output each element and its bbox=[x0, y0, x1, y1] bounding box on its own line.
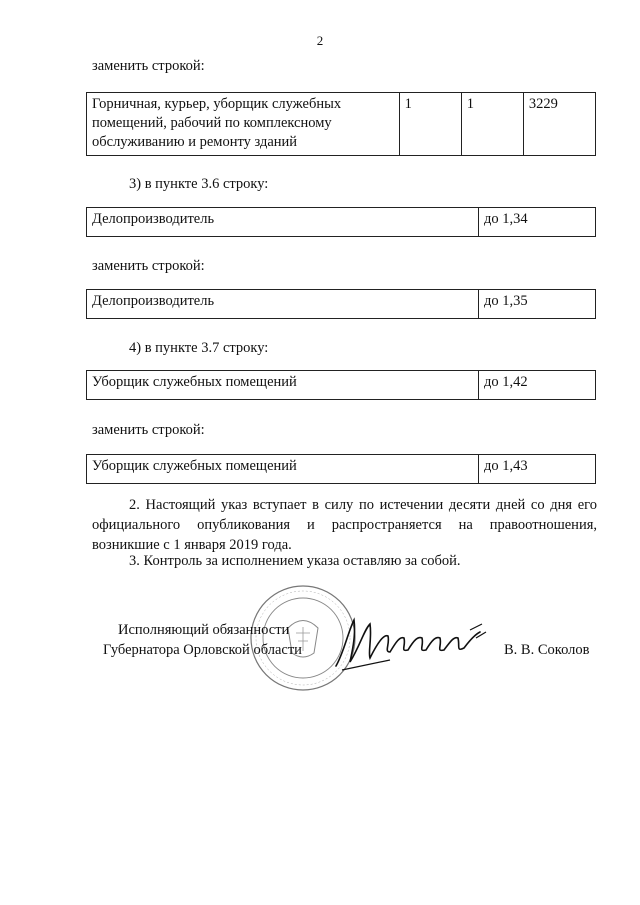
table-cell-coefficient: до 1,35 bbox=[479, 290, 596, 319]
replacement-table-1 bbox=[86, 92, 596, 156]
table-cell-position: Делопроизводитель bbox=[87, 290, 479, 319]
table-cell-coefficient: до 1,42 bbox=[479, 371, 596, 400]
table-cell-position: Делопроизводитель bbox=[87, 208, 479, 237]
table-cell-line: Горничная, курьер, уборщик служебных bbox=[92, 96, 342, 112]
table-cell-position bbox=[87, 93, 400, 156]
table-cell-count-2: 1 bbox=[461, 93, 523, 156]
replace-with-label-3: заменить строкой: bbox=[92, 422, 205, 438]
item-3-text: 3) в пункте 3.6 строку: bbox=[129, 176, 269, 192]
table-cell-coefficient: до 1,43 bbox=[479, 455, 596, 484]
paragraph-control: 3. Контроль за исполнением указа оставляю за собой. bbox=[129, 553, 461, 569]
replace-with-label-2: заменить строкой: bbox=[92, 258, 205, 274]
table-cell-position: Уборщик служебных помещений bbox=[87, 371, 479, 400]
new-row-table-3-6 bbox=[86, 289, 596, 319]
signature-title-line-1: Исполняющий обязанности bbox=[118, 622, 290, 638]
signatory-name: В. В. Соколов bbox=[504, 642, 590, 658]
table-cell-position: Уборщик служебных помещений bbox=[87, 455, 479, 484]
page-number: 2 bbox=[316, 33, 324, 48]
new-row-table-3-7 bbox=[86, 454, 596, 484]
table-cell-count-1: 1 bbox=[399, 93, 461, 156]
table-row bbox=[87, 208, 596, 237]
table-cell-amount: 3229 bbox=[523, 93, 595, 156]
item-4-text: 4) в пункте 3.7 строку: bbox=[129, 340, 269, 356]
table-row bbox=[87, 93, 596, 156]
signature-title-line-2: Губернатора Орловской области bbox=[103, 642, 302, 658]
table-cell-coefficient: до 1,34 bbox=[479, 208, 596, 237]
replace-with-label-1: заменить строкой: bbox=[92, 58, 205, 74]
old-row-table-3-7 bbox=[86, 370, 596, 400]
table-row bbox=[87, 371, 596, 400]
table-row bbox=[87, 290, 596, 319]
handwritten-signature bbox=[330, 612, 490, 672]
old-row-table-3-6 bbox=[86, 207, 596, 237]
table-cell-line: обслуживанию и ремонту зданий bbox=[92, 134, 298, 150]
paragraph-effective-date: 2. Настоящий указ вступает в силу по истечении десяти дней со дня его официального опубликования и распространяется на правоотношения, возникшие с 1 января 2019 года. bbox=[92, 497, 597, 553]
table-row bbox=[87, 455, 596, 484]
table-cell-line: помещений, рабочий по комплексному bbox=[92, 115, 332, 131]
